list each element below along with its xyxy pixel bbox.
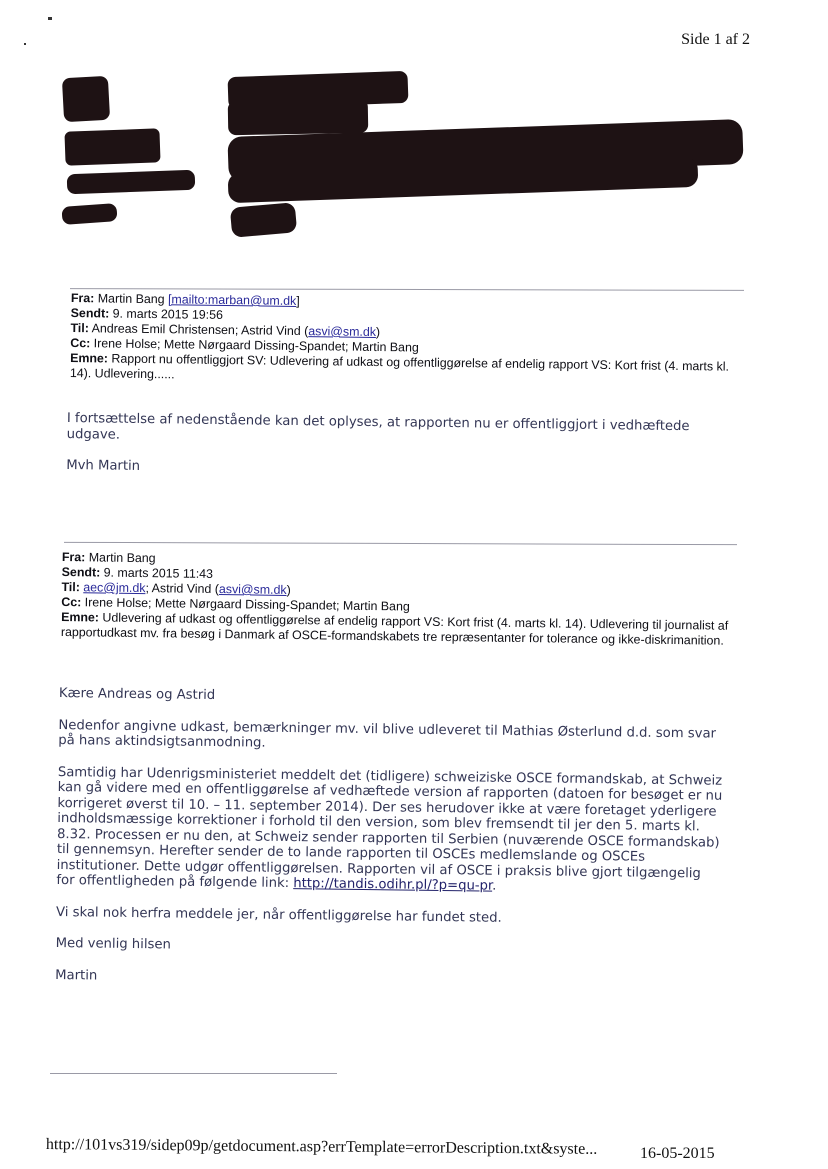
email-separator [64, 542, 737, 545]
email-link[interactable]: aec@jm.dk [83, 580, 146, 596]
redaction-block [228, 99, 369, 135]
signature-rule [50, 1073, 337, 1074]
redaction-block [62, 76, 110, 122]
paragraph: Nedenfor angivne udkast, bemærkninger mv. vil blive udleveret til Mathias Østerlund d.d. som svar på hans aktindsigtsanmodning. [58, 717, 717, 751]
paragraph: Samtidig har Udenrigsministeriet meddelt det (tidligere) schweiziske OSCE formandskab, at Schweiz kan gå videre med en offentliggørelse af vedhæftede version af rapporten (datoen for besøget er nu korrigeret øverst til 10. – 11. september 2014). Der ses herudover ikke at være foretaget yderligere indholdsmæssige korrektioner i forhold til den version, som blev fremsendt til jer den 5. marts kl. 8.32. Processen er nu den, at Schweiz sender rapporten til Serbien (nuværende OSCE formandskab) til gennemsyn. Herefter sender de to lande rapporten til OSCEs medlemslande og OSCEs institutioner. Dette udgør offentliggørelsen. Rapporten vil af OSCE i praksis blive gjort tilgængelig for offentligheden på følgende link: http://tandis.odihr.pl/?p=qu-pr. [56, 764, 723, 894]
email-link[interactable]: asvi@sm.dk [218, 582, 287, 597]
email-2-header [61, 550, 730, 649]
closing: Med venlig hilsen [55, 935, 171, 953]
tandis-link[interactable]: http://tandis.odihr.pl/?p=qu-pr [293, 876, 493, 894]
footer-date: 16-05-2015 [640, 1145, 715, 1162]
mailto-link[interactable]: [mailto:marban@um.dk [167, 292, 297, 308]
from-line: Fra: Martin Bang [mailto:marban@um.dk] [70, 291, 300, 308]
email-1-header [70, 291, 751, 390]
email-2-body [55, 686, 725, 992]
subject-line: Emne: Rapport nu offentliggjort SV: Udlevering af udkast og offentliggørelse af endelig rapport VS: Kort frist (4. marts kl. 14). Udlevering...... [69, 350, 730, 382]
email-separator [70, 288, 744, 291]
greeting: Kære Andreas og Astrid [58, 686, 216, 704]
sent-line: Sendt: 9. marts 2015 19:56 [70, 305, 224, 322]
paragraph: I fortsættelse af nedenstående kan det oplyses, at rapporten nu er offentliggjort i vedhæftede udgave. [66, 411, 690, 443]
email-1-body [66, 411, 735, 482]
redaction-block [64, 128, 160, 165]
from-line: Fra: Martin Bang [61, 550, 156, 566]
footer-url: http://101vs319/sidep09p/getdocument.asp?errTemplate=errorDescription.txt&syste... [45, 1136, 598, 1158]
to-line: Til: aec@jm.dk; Astrid Vind (asvi@sm.dk) [61, 579, 291, 597]
cc-line: Cc: Irene Holse; Mette Nørgaard Dissing-Spandet; Martin Bang [61, 594, 410, 614]
signoff: Mvh Martin [66, 457, 141, 474]
redaction-block [61, 203, 117, 225]
scan-speck [24, 43, 26, 45]
signature: Martin [55, 967, 98, 984]
page-number: Side 1 af 2 [681, 31, 750, 48]
sent-line: Sendt: 9. marts 2015 11:43 [61, 564, 214, 581]
email-link[interactable]: asvi@sm.dk [308, 324, 377, 339]
redaction-block [230, 202, 297, 238]
redaction-block [67, 170, 196, 194]
paragraph: Vi skal nok herfra meddele jer, når offentliggørelse har fundet sted. [55, 904, 502, 926]
scan-speck [48, 17, 52, 20]
cc-line: Cc: Irene Holse; Mette Nørgaard Dissing-Spandet; Martin Bang [70, 335, 419, 355]
subject-line: Emne: Udlevering af udkast og offentliggørelse af endelig rapport VS: Kort frist (4. marts kl. 14). Udlevering til journalist af rapportudkast mv. fra besøg i Danmark af OSCE-formandskabets tre repræsentanter for tolerance og ikke-diskrimanition. [60, 609, 729, 648]
to-line: Til: Andreas Emil Christensen; Astrid Vind (asvi@sm.dk) [70, 320, 381, 340]
